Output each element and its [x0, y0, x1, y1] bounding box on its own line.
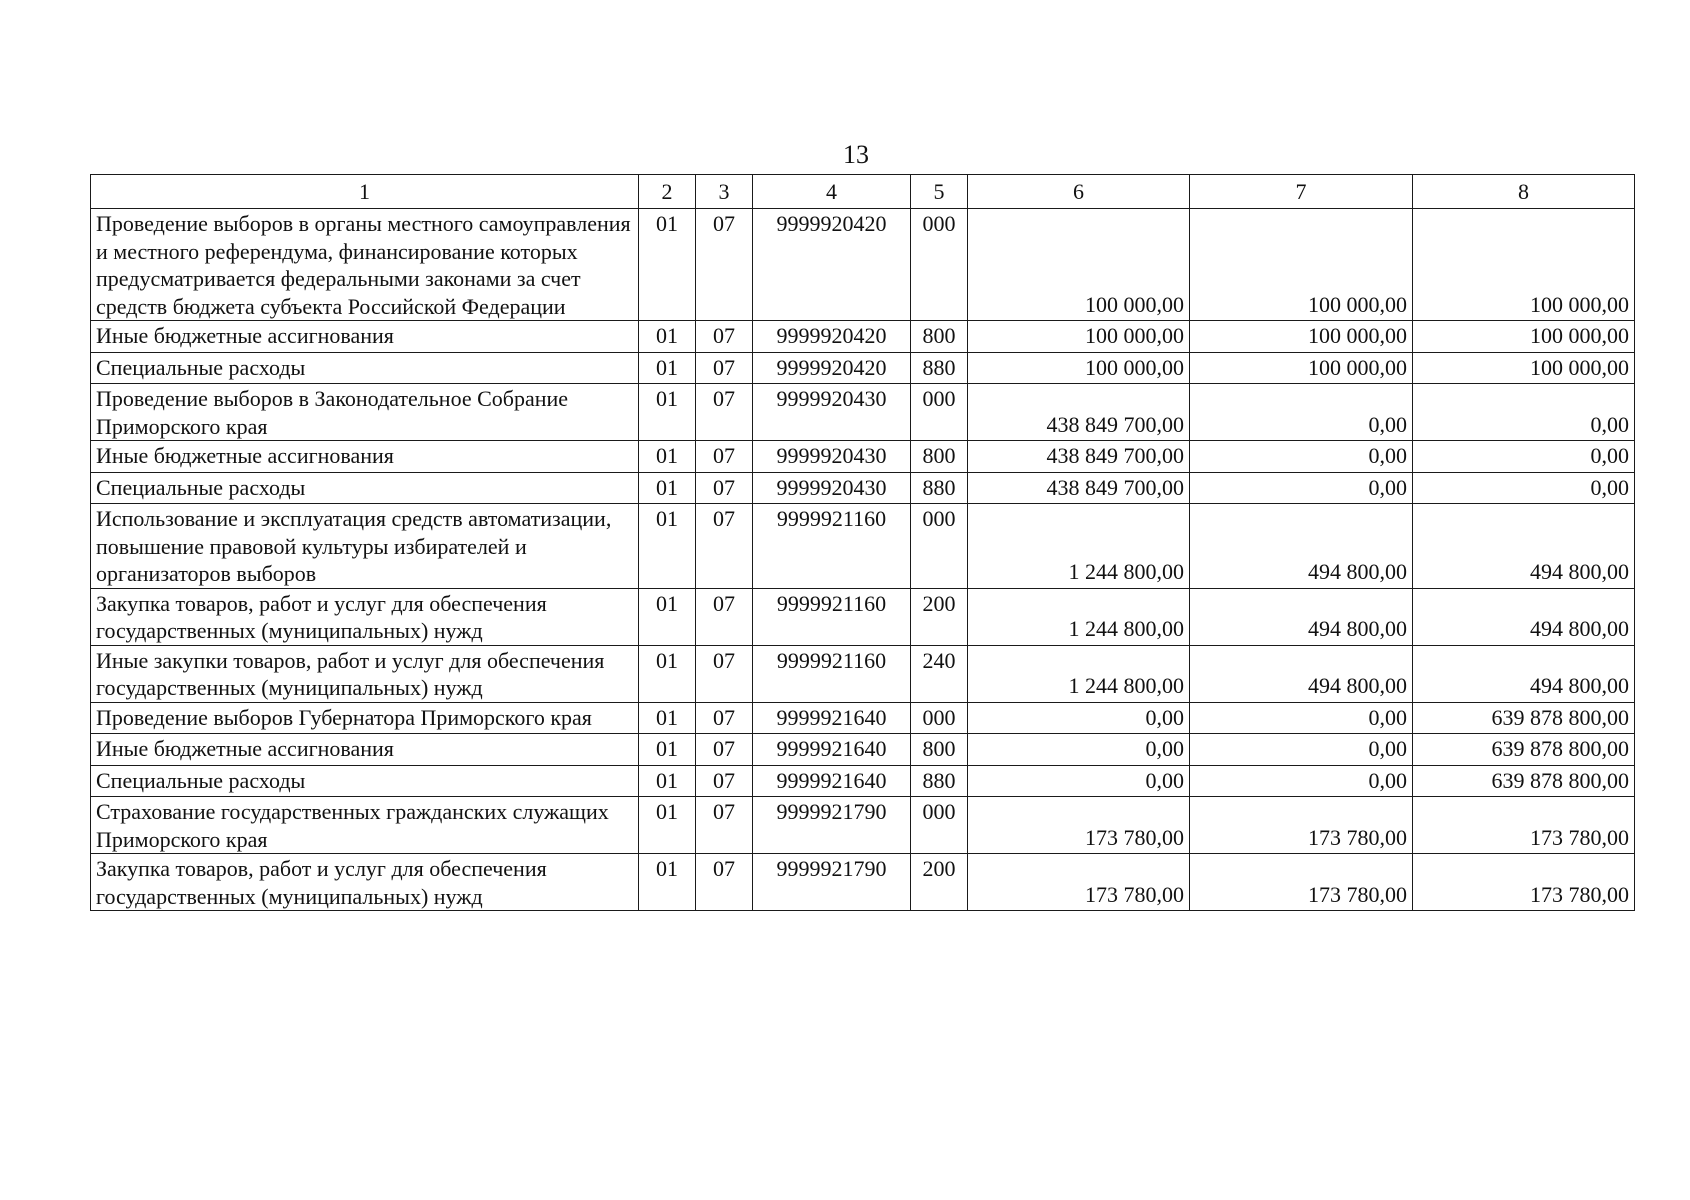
- row-name: Иные закупки товаров, работ и услуг для обеспечения государственных (муниципальных) нужд: [91, 645, 639, 702]
- column-header: 5: [911, 175, 968, 209]
- row-expense-type-code: 000: [911, 504, 968, 589]
- row-section-code: 01: [639, 504, 696, 589]
- row-target-code: 9999920420: [753, 209, 911, 321]
- row-amount-col8: 0,00: [1413, 472, 1635, 504]
- row-target-code: 9999920420: [753, 321, 911, 353]
- budget-table: [90, 174, 1635, 911]
- table-row: [91, 702, 1635, 734]
- row-expense-type-code: 000: [911, 797, 968, 854]
- row-amount-col8: 173 780,00: [1413, 854, 1635, 911]
- row-subsection-code: 07: [696, 588, 753, 645]
- table-row: [91, 645, 1635, 702]
- row-amount-col8: 0,00: [1413, 384, 1635, 441]
- row-name: Страхование государственных гражданских служащих Приморского края: [91, 797, 639, 854]
- row-target-code: 9999920430: [753, 472, 911, 504]
- row-expense-type-code: 000: [911, 702, 968, 734]
- table-row: [91, 384, 1635, 441]
- row-section-code: 01: [639, 734, 696, 766]
- row-amount-col7: 173 780,00: [1190, 797, 1413, 854]
- row-name: Специальные расходы: [91, 352, 639, 384]
- column-header: 4: [753, 175, 911, 209]
- row-section-code: 01: [639, 384, 696, 441]
- table-row: [91, 734, 1635, 766]
- row-amount-col6: 438 849 700,00: [968, 472, 1190, 504]
- header-row: [91, 175, 1635, 209]
- row-amount-col8: 639 878 800,00: [1413, 734, 1635, 766]
- row-amount-col6: 438 849 700,00: [968, 384, 1190, 441]
- row-amount-col7: 100 000,00: [1190, 352, 1413, 384]
- row-name: Специальные расходы: [91, 765, 639, 797]
- row-name: Закупка товаров, работ и услуг для обеспечения государственных (муниципальных) нужд: [91, 588, 639, 645]
- table-row: [91, 588, 1635, 645]
- row-target-code: 9999921790: [753, 797, 911, 854]
- row-amount-col8: 494 800,00: [1413, 504, 1635, 589]
- row-section-code: 01: [639, 209, 696, 321]
- row-amount-col8: 639 878 800,00: [1413, 765, 1635, 797]
- row-name: Иные бюджетные ассигнования: [91, 321, 639, 353]
- row-section-code: 01: [639, 702, 696, 734]
- row-subsection-code: 07: [696, 209, 753, 321]
- row-amount-col7: 0,00: [1190, 441, 1413, 473]
- row-expense-type-code: 800: [911, 321, 968, 353]
- row-subsection-code: 07: [696, 352, 753, 384]
- row-amount-col8: 0,00: [1413, 441, 1635, 473]
- row-section-code: 01: [639, 441, 696, 473]
- row-target-code: 9999921160: [753, 645, 911, 702]
- row-name: Проведение выборов в Законодательное Собрание Приморского края: [91, 384, 639, 441]
- row-amount-col8: 494 800,00: [1413, 645, 1635, 702]
- column-header: 1: [91, 175, 639, 209]
- row-subsection-code: 07: [696, 645, 753, 702]
- row-target-code: 9999921160: [753, 504, 911, 589]
- row-expense-type-code: 880: [911, 765, 968, 797]
- row-amount-col7: 494 800,00: [1190, 504, 1413, 589]
- row-expense-type-code: 000: [911, 384, 968, 441]
- row-amount-col6: 0,00: [968, 765, 1190, 797]
- row-amount-col7: 0,00: [1190, 734, 1413, 766]
- table-body: [91, 175, 1635, 911]
- row-target-code: 9999921640: [753, 765, 911, 797]
- row-target-code: 9999920430: [753, 384, 911, 441]
- row-amount-col7: 494 800,00: [1190, 645, 1413, 702]
- row-section-code: 01: [639, 321, 696, 353]
- row-expense-type-code: 000: [911, 209, 968, 321]
- table-row: [91, 209, 1635, 321]
- row-amount-col8: 494 800,00: [1413, 588, 1635, 645]
- row-section-code: 01: [639, 645, 696, 702]
- row-expense-type-code: 800: [911, 734, 968, 766]
- row-expense-type-code: 200: [911, 854, 968, 911]
- table-row: [91, 472, 1635, 504]
- row-amount-col6: 100 000,00: [968, 321, 1190, 353]
- row-section-code: 01: [639, 588, 696, 645]
- row-target-code: 9999921640: [753, 702, 911, 734]
- row-expense-type-code: 800: [911, 441, 968, 473]
- row-amount-col7: 0,00: [1190, 472, 1413, 504]
- row-section-code: 01: [639, 352, 696, 384]
- row-target-code: 9999921640: [753, 734, 911, 766]
- row-amount-col7: 0,00: [1190, 384, 1413, 441]
- row-name: Иные бюджетные ассигнования: [91, 441, 639, 473]
- table-row: [91, 321, 1635, 353]
- row-amount-col6: 0,00: [968, 734, 1190, 766]
- row-amount-col6: 173 780,00: [968, 797, 1190, 854]
- row-amount-col8: 100 000,00: [1413, 321, 1635, 353]
- row-amount-col8: 100 000,00: [1413, 352, 1635, 384]
- row-amount-col6: 173 780,00: [968, 854, 1190, 911]
- row-amount-col6: 1 244 800,00: [968, 504, 1190, 589]
- row-amount-col8: 100 000,00: [1413, 209, 1635, 321]
- row-amount-col6: 1 244 800,00: [968, 645, 1190, 702]
- row-section-code: 01: [639, 765, 696, 797]
- table-row: [91, 854, 1635, 911]
- table-row: [91, 504, 1635, 589]
- row-subsection-code: 07: [696, 441, 753, 473]
- row-expense-type-code: 880: [911, 472, 968, 504]
- row-amount-col7: 494 800,00: [1190, 588, 1413, 645]
- row-expense-type-code: 200: [911, 588, 968, 645]
- row-section-code: 01: [639, 797, 696, 854]
- column-header: 3: [696, 175, 753, 209]
- column-header: 8: [1413, 175, 1635, 209]
- row-amount-col7: 0,00: [1190, 702, 1413, 734]
- table-row: [91, 441, 1635, 473]
- table-row: [91, 765, 1635, 797]
- row-subsection-code: 07: [696, 504, 753, 589]
- row-expense-type-code: 880: [911, 352, 968, 384]
- row-expense-type-code: 240: [911, 645, 968, 702]
- row-name: Иные бюджетные ассигнования: [91, 734, 639, 766]
- row-subsection-code: 07: [696, 734, 753, 766]
- row-subsection-code: 07: [696, 384, 753, 441]
- table-row: [91, 797, 1635, 854]
- row-amount-col6: 1 244 800,00: [968, 588, 1190, 645]
- table-row: [91, 352, 1635, 384]
- row-amount-col6: 0,00: [968, 702, 1190, 734]
- row-amount-col8: 173 780,00: [1413, 797, 1635, 854]
- column-header: 6: [968, 175, 1190, 209]
- row-amount-col6: 100 000,00: [968, 209, 1190, 321]
- row-section-code: 01: [639, 854, 696, 911]
- row-target-code: 9999921790: [753, 854, 911, 911]
- row-name: Специальные расходы: [91, 472, 639, 504]
- row-name: Проведение выборов в органы местного самоуправления и местного референдума, финансирование которых предусматривается федеральными законами за счет средств бюджета субъекта Российской Федерации: [91, 209, 639, 321]
- row-subsection-code: 07: [696, 765, 753, 797]
- row-amount-col7: 100 000,00: [1190, 209, 1413, 321]
- row-subsection-code: 07: [696, 472, 753, 504]
- row-amount-col7: 173 780,00: [1190, 854, 1413, 911]
- row-subsection-code: 07: [696, 321, 753, 353]
- row-name: Закупка товаров, работ и услуг для обеспечения государственных (муниципальных) нужд: [91, 854, 639, 911]
- column-header: 2: [639, 175, 696, 209]
- column-header: 7: [1190, 175, 1413, 209]
- row-target-code: 9999920420: [753, 352, 911, 384]
- row-amount-col7: 100 000,00: [1190, 321, 1413, 353]
- row-target-code: 9999920430: [753, 441, 911, 473]
- row-subsection-code: 07: [696, 702, 753, 734]
- page-number: 13: [843, 140, 869, 169]
- row-amount-col7: 0,00: [1190, 765, 1413, 797]
- row-section-code: 01: [639, 472, 696, 504]
- row-subsection-code: 07: [696, 797, 753, 854]
- row-name: Проведение выборов Губернатора Приморского края: [91, 702, 639, 734]
- row-amount-col6: 438 849 700,00: [968, 441, 1190, 473]
- row-amount-col8: 639 878 800,00: [1413, 702, 1635, 734]
- row-amount-col6: 100 000,00: [968, 352, 1190, 384]
- row-subsection-code: 07: [696, 854, 753, 911]
- row-name: Использование и эксплуатация средств автоматизации, повышение правовой культуры избирателей и организаторов выборов: [91, 504, 639, 589]
- row-target-code: 9999921160: [753, 588, 911, 645]
